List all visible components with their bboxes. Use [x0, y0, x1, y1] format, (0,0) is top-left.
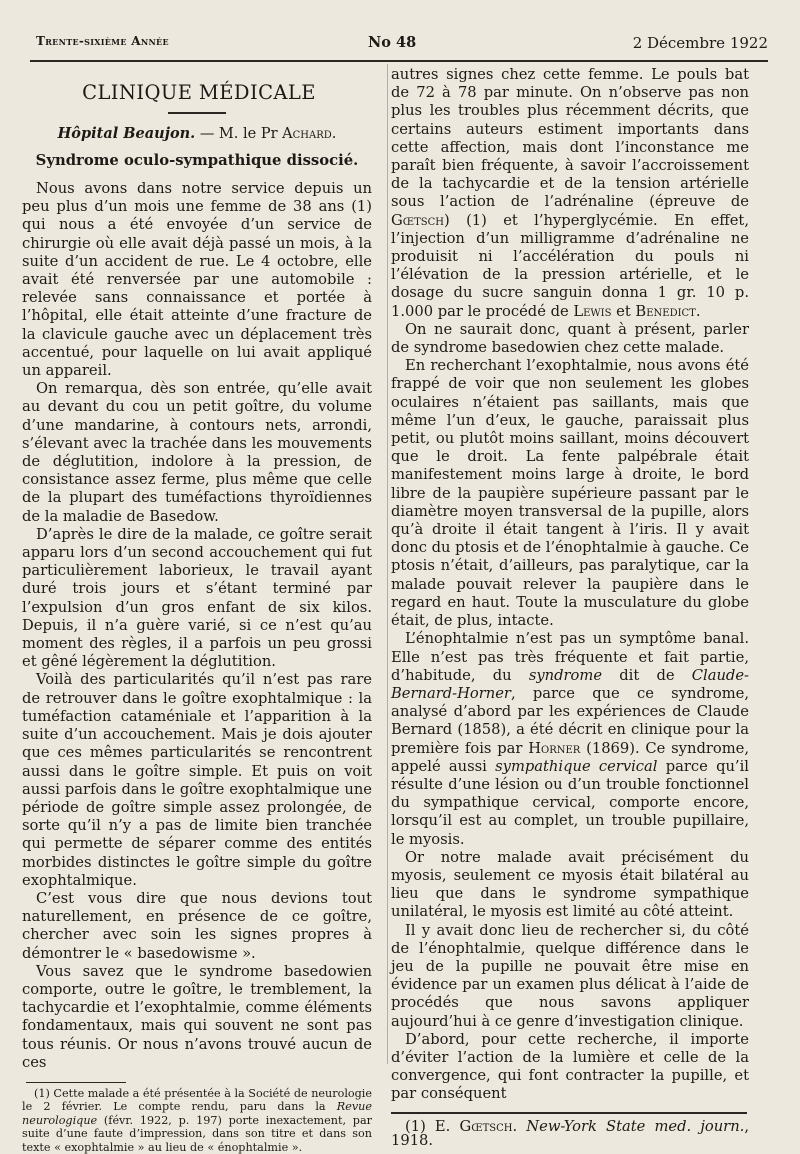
column-divider [387, 64, 388, 1064]
paragraph: Or notre malade avait précisément du myosis, seulement ce myosis était bilatéral au lieu que dans le syndrome sympathique unilatéral, le myosis est limité au côté atteint. [391, 848, 749, 921]
issue-number: No 48 [368, 34, 417, 51]
paragraph: On remarqua, dès son entrée, qu’elle avait au devant du cou un petit goître, du volume d’une mandarine, à contours nets, arrondi, s’élevant avec la trachée dans les mouvements de déglutition, indolore à la pression, de consistance assez ferme, plus même que celle de la plupart des tuméfactions thyroïdiennes de la maladie de Basedow. [22, 380, 372, 525]
title-rule [168, 112, 226, 114]
paragraph: Il y avait donc lieu de rechercher si, du côté de l’énophtalmie, quelque différence dans le jeu de la pupille ne pouvait être mise en évidence par un examen plus délicat à l’aide de procédés que nous savons appliquer aujourd’hui à ce genre d’investigation clinique. [391, 921, 749, 1030]
footnote-rule [26, 1082, 126, 1083]
left-body [22, 180, 372, 1072]
footnote-rule [391, 1112, 747, 1114]
footnote: (1) E. Gœtsch. New-York State med. journ., 1918. [391, 1117, 749, 1149]
paragraph: D’après le dire de la malade, ce goître serait apparu lors d’un second accouchement qui fut particulièrement laborieux, le travail ayant duré trois jours et s’étant terminé par l’expulsion d’un gros enfant de six kilos. Depuis, il n’a guère varié, si ce n’est qu’au moment des règles, il a parfois un peu grossi et gêné légèrement la déglutition. [22, 525, 372, 671]
paragraph: En recherchant l’exophtalmie, nous avons été frappé de voir que non seulement les globes oculaires n’étaient pas saillants, mais que même l’un d’eux, le gauche, paraissait plus petit, ou plutôt moins saillant, moins découvert que le droit. La fente palpébrale était manifestement moins large à droite, le bord libre de la paupière supérieure passant par le diamètre moyen transversal de la pupille, alors qu’à droite il était tangent à l’iris. Il y avait donc du ptosis et de l’énophtalmie à gauche. Ce ptosis n’était, d’ailleurs, pas paralytique, car la malade pouvait relever la paupière dans le regard en haut. Toute la musculature du globe était, de plus, intacte. [391, 357, 749, 630]
professor-name: Achard [282, 126, 332, 142]
issue-year: Trente-sixième Année [36, 34, 169, 48]
footnote: (1) Cette malade a été présentée à la Société de neurologie le 2 février. Le compte rendu, paru dans la Revue neurologique (févr. 1922, p. 197) porte inexactement, par suite d’une faute d’impression, dans son titre et dans son texte « exophtalmie » au lieu de « énophtalmie ». [22, 1086, 372, 1154]
paragraph: D’abord, pour cette recherche, il importe d’éviter l’action de la lumière et celle de la convergence, qui font contracter la pupille, et par conséquent [391, 1030, 749, 1103]
page-header [30, 26, 768, 62]
hospital-place: Hôpital Beaujon. [57, 125, 196, 142]
paragraph: L’énophtalmie n’est pas un symptôme banal. Elle n’est pas très fréquente et fait partie, d’habitude, du syndrome dit de Claude-Bernard-Horner, parce que ce syndrome, analysé d’abord par les expériences de Claude Bernard (1858), a été décrit en clinique pour la première fois par Horner (1869). Ce syndrome, appelé aussi sympathique cervical parce qu’il résulte d’une lésion ou d’un trouble fonctionnel du sympathique cervical, comporte encore, lorsqu’il est au complet, un trouble pupillaire, le myosis. [391, 630, 749, 848]
paragraph: autres signes chez cette femme. Le pouls bat de 72 à 78 par minute. On n’observe pas non plus les troubles plus récemment décrits, que certains auteurs estiment importants dans cette affection, mais dont l’inconstance me paraît bien fréquente, à savoir l’accroissement de la tachycardie et de la tension artérielle sous l’action de l’adrénaline (épreuve de Gœtsch) (1) et l’hyperglycémie. En effet, l’injection d’un milligramme d’adrénaline ne produisit ni l’accélération du pouls ni l’élévation de la pression artérielle, et le dosage du sucre sanguin donna 1 gr. 10 p. 1.000 par le procédé de Lewis et Benedict. [391, 66, 749, 320]
paragraph: Nous avons dans notre service depuis un peu plus d’un mois une femme de 38 ans (1) qui nous a été envoyée d’un service de chirurgie où elle avait déjà passé un mois, à la suite d’un accident de rue. Le 4 octobre, elle avait été renversée par une automobile : relevée sans connaissance et portée à l’hôpital, elle était atteinte d’une fracture de la clavicule gauche avec un déplacement très accentué, pour laquelle on lui avait appliqué un appareil. [22, 180, 372, 380]
right-column [391, 66, 749, 1148]
paragraph: On ne saurait donc, quant à présent, parler de syndrome basedowien chez cette malade. [391, 320, 749, 357]
article-subtitle: Syndrome oculo-sympathique dissocié. [35, 152, 359, 169]
paragraph: Voilà des particularités qu’il n’est pas rare de retrouver dans le goître exophtalmique : la tuméfaction cataméniale et l’apparition à la suite d’un accouchement. Mais je dois ajouter que ces mêmes particularités se rencontrent aussi dans le goître simple. Et puis on voit aussi parfois dans le goître exophtalmique une période de goître simple assez prolongée, de sorte qu’il n’y a pas de limite bien tranchée qui permette de séparer comme des entités morbides distinctes le goître simple du goître exophtalmique. [22, 671, 372, 889]
hospital-line: Hôpital Beaujon. — M. le Pr Achard. [57, 125, 337, 142]
issue-date: 2 Décembre 1922 [632, 34, 768, 52]
section-title: CLINIQUE MÉDICALE [82, 81, 316, 104]
paragraph: C’est vous dire que nous devions tout naturellement, en présence de ce goître, chercher avec soin les signes propres à démontrer le « basedowisme ». [22, 889, 372, 962]
paragraph: Vous savez que le syndrome basedowien comporte, outre le goître, le tremblement, la tachycardie et l’exophtalmie, comme éléments fondamentaux, mais qui souvent ne sont pas tous réunis. Or nous n’avons trouvé aucun de ces [22, 962, 372, 1071]
left-column [22, 66, 372, 1154]
